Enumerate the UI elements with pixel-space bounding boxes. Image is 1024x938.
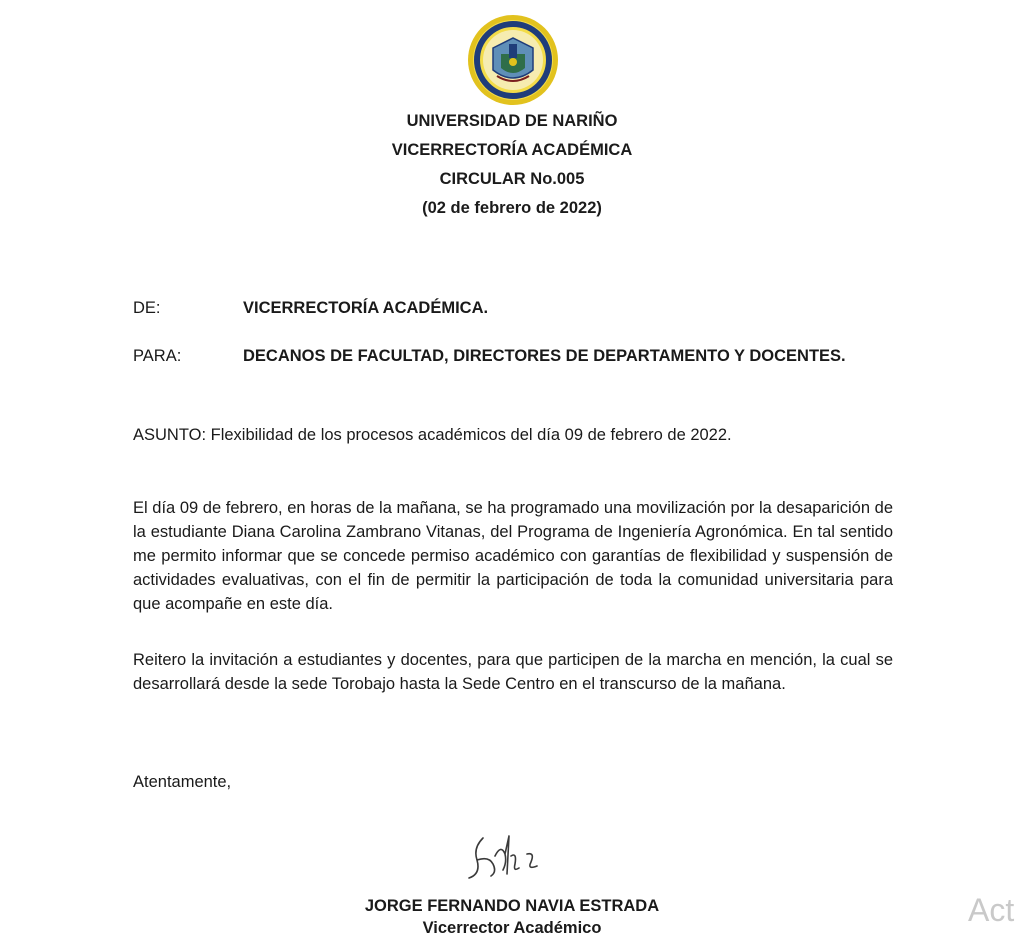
body-paragraph-2: Reitero la invitación a estudiantes y docentes, para que participen de la marcha en mención, la cual se desarrollará desde la sede Torobajo hasta la Sede Centro en el transcurso de la mañana. — [133, 651, 893, 693]
to-label: PARA: — [133, 347, 182, 365]
activation-watermark: Act — [968, 892, 1015, 928]
from-value: VICERRECTORÍA ACADÉMICA. — [243, 299, 489, 317]
circular-number: CIRCULAR No.005 — [439, 170, 585, 188]
signer-name: JORGE FERNANDO NAVIA ESTRADA — [364, 897, 660, 915]
closing-text: Atentamente, — [133, 773, 232, 791]
body-paragraph-1: El día 09 de febrero, en horas de la mañana, se ha programado una movilización por la desaparición de la estudiante Diana Carolina Zambrano Vitanas, del Programa de Ingeniería Agronómica. En tal sentido me permito informar que se concede permiso académico con garantías de flexibilidad y suspensión de actividades evaluativas, con el fin de permitir la participación de toda la comunidad universitaria para que acompañe en este día. — [133, 499, 893, 613]
from-label: DE: — [133, 299, 161, 317]
signer-role: Vicerrector Académico — [422, 919, 602, 937]
department-name: VICERRECTORÍA ACADÉMICA — [391, 141, 633, 159]
to-value: DECANOS DE FACULTAD, DIRECTORES DE DEPARTAMENTO Y DOCENTES. — [243, 347, 846, 365]
university-seal-icon — [467, 14, 559, 106]
subject-line: ASUNTO: Flexibilidad de los procesos académicos del día 09 de febrero de 2022. — [133, 426, 732, 444]
circular-date: (02 de febrero de 2022) — [422, 199, 602, 217]
university-name: UNIVERSIDAD DE NARIÑO — [406, 112, 618, 130]
handwritten-signature — [455, 826, 565, 886]
